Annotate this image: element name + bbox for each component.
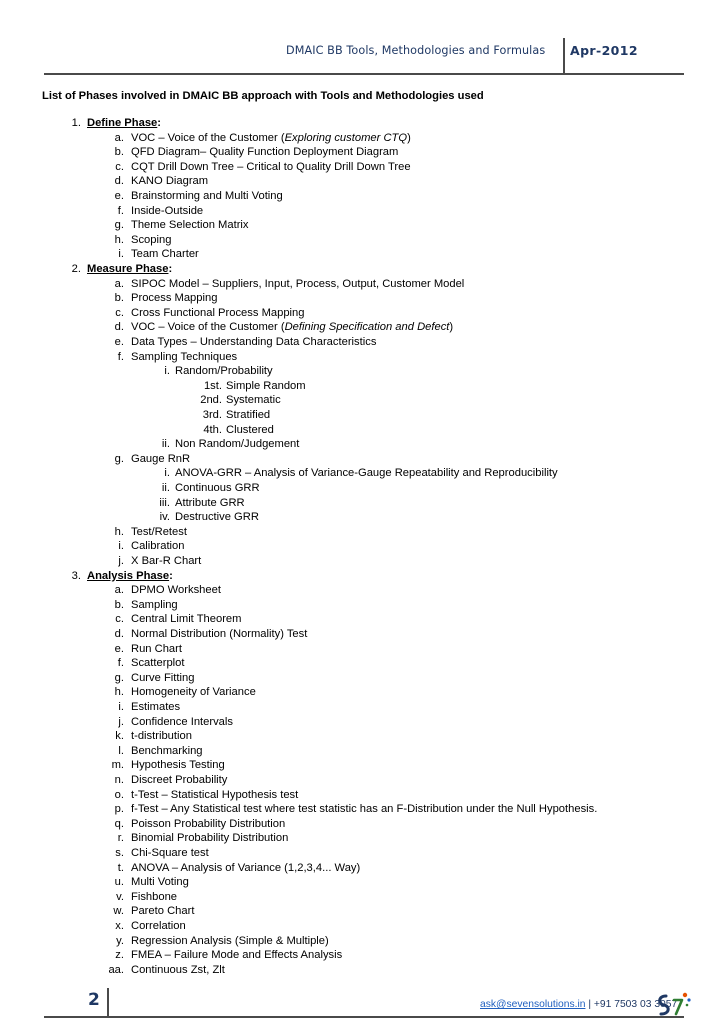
list-marker: e. [114,642,124,655]
list-item-text [226,423,274,438]
list-item-text [131,861,360,876]
item-label: CQT Drill Down Tree – Critical to Quality Drill Down Tree [131,160,411,173]
list-item [0,408,728,423]
list-item-text [226,393,281,408]
item-label: Scoping [131,233,172,246]
list-item [0,320,728,335]
list-item-text [131,218,249,233]
list-marker: a. [114,584,124,597]
item-label: Continuous GRR [175,482,260,494]
list-item-text [131,320,453,335]
list-item [0,744,728,759]
item-label: Stratified [226,409,271,421]
phase-heading [87,262,172,277]
list-marker: g. [114,671,124,684]
list-item [0,247,728,262]
item-label: Correlation [131,920,186,932]
list-item-text [131,700,180,715]
list-item-text [131,642,182,657]
list-item-text [131,802,597,817]
list-item [0,525,728,540]
item-label: Random/Probability [175,365,273,378]
list-item [0,758,728,773]
list-item-text [131,598,178,613]
list-marker: 3rd. [202,409,222,421]
list-marker: d. [114,175,124,188]
list-item-text [131,904,194,919]
list-item-text [131,656,184,671]
list-marker: d. [114,321,124,334]
seven-solutions-logo-icon [652,990,692,1018]
contact-email-link[interactable]: ask@sevensolutions.in [480,999,586,1010]
list-item [0,875,728,890]
item-label: Binomial Probability Distribution [131,832,289,845]
document-date: Apr-2012 [570,43,638,58]
list-marker: h. [114,525,124,538]
list-item-text [131,277,464,292]
list-item-text [226,379,306,394]
list-marker: 1. [71,117,81,129]
item-label: Data Types – Understanding Data Characteristics [131,336,377,348]
item-label: Non Random/Judgement [175,438,300,451]
list-item-text [131,452,190,467]
list-item [0,452,728,467]
item-label: Inside-Outside [131,204,204,217]
list-marker: 1st. [203,379,222,392]
item-label: Theme Selection Matrix [131,219,249,232]
footer-rule [44,1016,684,1018]
list-item [0,481,728,496]
page-number: 2 [88,990,100,1010]
list-marker: n. [114,774,124,786]
item-label: Gauge RnR [131,452,191,465]
list-marker: w. [113,905,124,918]
list-item [0,145,728,160]
list-item-text [131,525,187,540]
list-marker: g. [114,219,124,232]
list-item [0,423,728,438]
list-item-text [131,758,225,773]
phase-colon: : [168,263,173,275]
item-label: Attribute GRR [175,496,245,509]
list-marker: k. [115,730,124,743]
list-marker: 2. [71,263,81,275]
list-item [0,934,728,949]
item-label: Scatterplot [131,657,185,670]
phase-title: Define Phase [87,117,158,129]
list-item [0,598,728,613]
list-marker: i. [118,701,124,713]
list-item [0,817,728,832]
list-marker: q. [114,817,124,830]
list-marker: h. [114,686,124,699]
list-marker: 2nd. [200,394,222,407]
list-marker: ii. [161,438,170,451]
item-label: Cross Functional Process Mapping [131,306,305,319]
phase-heading [87,569,173,584]
list-item-text [131,846,209,861]
list-item-text [131,744,203,759]
list-marker: j. [118,715,124,728]
list-item-text [131,291,217,306]
list-item [0,627,728,642]
list-item [0,277,728,292]
list-item [0,204,728,219]
list-item-text [131,627,307,642]
list-marker: 3. [71,569,81,582]
item-label: VOC – Voice of the Customer ( [131,131,285,144]
list-item [0,160,728,175]
header-rule [44,73,684,75]
list-marker: c. [115,306,124,319]
phase-heading [87,116,161,131]
list-item-text [226,408,270,423]
list-item [0,218,728,233]
item-label: DPMO Worksheet [131,584,221,597]
list-item-text [131,306,304,321]
list-item-text [131,131,411,146]
list-item-text [175,496,245,511]
item-label: FMEA – Failure Mode and Effects Analysis [131,949,343,962]
list-item-text [131,963,225,978]
list-item-text [131,204,203,219]
footer-separator [107,988,109,1016]
item-label: Confidence Intervals [131,715,233,728]
list-item-text [175,437,299,452]
phase-item [0,116,728,131]
item-label: Multi Voting [131,876,189,889]
list-item [0,890,728,905]
list-marker: aa. [108,963,124,976]
list-item-text [131,247,199,262]
phase-title: Measure Phase [87,263,169,275]
list-marker: p. [114,803,124,816]
list-marker: f. [117,350,124,363]
list-item [0,656,728,671]
list-marker: i. [164,467,170,480]
list-item-text [131,145,398,160]
list-item [0,496,728,511]
list-marker: b. [114,292,124,305]
list-marker: m. [111,759,124,772]
list-item [0,802,728,817]
list-marker: f. [117,657,124,670]
list-item [0,773,728,788]
list-item [0,729,728,744]
item-label: Hypothesis Testing [131,759,225,772]
item-label: Regression Analysis (Simple & Multiple) [131,934,329,947]
list-marker: o. [114,788,124,801]
item-label: Poisson Probability Distribution [131,817,286,830]
list-marker: i. [118,248,124,261]
list-item-text [131,715,233,730]
list-item [0,306,728,321]
item-label: Brainstorming and Multi Voting [131,190,283,202]
phase-colon: : [169,569,173,582]
item-label: Homogeneity of Variance [131,686,256,699]
list-item-text [131,335,376,350]
list-item-text [131,890,177,905]
list-marker: l. [118,744,124,757]
item-label: Central Limit Theorem [131,613,242,626]
list-item-text [131,671,194,686]
list-item-text [131,875,189,890]
list-item [0,174,728,189]
list-item-text [131,685,256,700]
list-item [0,642,728,657]
item-label: VOC – Voice of the Customer ( [131,321,285,334]
document-title: DMAIC BB Tools, Methodologies and Formulas [286,44,546,57]
list-item-text [131,554,201,569]
list-item [0,583,728,598]
item-label: t-Test – Statistical Hypothesis test [131,788,299,801]
list-item-text [131,583,221,598]
list-marker: s. [115,847,124,859]
item-label: KANO Diagram [131,175,209,188]
item-closing: ) [449,321,454,334]
item-label: Clustered [226,423,274,436]
list-item [0,904,728,919]
list-marker: r. [117,832,124,845]
list-item-text [131,934,329,949]
list-item [0,831,728,846]
list-item-text [131,350,237,365]
item-emphasis: Defining Specification and Defect [284,321,450,334]
list-marker: a. [114,277,124,290]
list-marker: i. [118,540,124,553]
list-marker: b. [114,146,124,159]
list-item [0,233,728,248]
list-item [0,393,728,408]
item-label: Normal Distribution (Normality) Test [131,628,308,640]
list-item [0,919,728,934]
item-label: SIPOC Model – Suppliers, Input, Process, Output, Customer Model [131,277,465,290]
list-item [0,335,728,350]
list-item-text [131,919,186,934]
list-item [0,189,728,204]
item-label: Sampling [131,598,178,611]
item-label: Calibration [131,540,185,553]
list-marker: iv. [159,511,170,524]
item-label: Benchmarking [131,744,203,757]
item-label: f-Test – Any Statistical test where test statistic has an F-Distribution under the Null Hypothesis. [131,803,598,816]
list-marker: h. [114,233,124,246]
contact-separator: | [588,999,592,1010]
list-item [0,350,728,365]
item-label: Curve Fitting [131,671,195,684]
item-label: QFD Diagram– Quality Function Deployment Diagram [131,146,399,159]
list-marker: ii. [161,482,170,494]
item-label: Process Mapping [131,292,218,305]
list-item [0,612,728,627]
item-label: Chi-Square test [131,847,209,859]
list-marker: e. [114,336,124,348]
list-item-text [131,948,342,963]
list-marker: 4th. [203,423,222,436]
list-item [0,788,728,803]
list-item-text [131,729,192,744]
item-label: Systematic [226,394,281,407]
item-label: Continuous Zst, Zlt [131,963,225,976]
item-label: Simple Random [226,379,306,392]
list-item [0,861,728,876]
footer-contact [480,999,677,1010]
item-closing: ) [407,131,411,144]
list-marker: a. [114,131,124,144]
list-marker: u. [114,876,124,889]
list-item-text [131,773,227,788]
list-item-text [131,189,283,204]
list-item-text [131,831,288,846]
list-item-text [131,160,411,175]
list-marker: i. [164,365,170,378]
phase-item [0,262,728,277]
item-emphasis: Exploring customer CTQ [284,131,408,144]
list-marker: g. [114,452,124,465]
item-label: Test/Retest [131,525,187,538]
list-item [0,131,728,146]
list-item [0,437,728,452]
item-label: Run Chart [131,642,182,655]
list-item [0,364,728,379]
list-marker: d. [114,628,124,640]
list-marker: e. [114,190,124,202]
list-item-text [131,174,208,189]
item-label: Discreet Probability [131,774,228,786]
page-heading: List of Phases involved in DMAIC BB approach with Tools and Methodologies used [42,90,484,102]
item-label: Destructive GRR [175,511,259,524]
list-marker: z. [115,949,124,962]
list-item [0,510,728,525]
list-item [0,539,728,554]
list-item [0,466,728,481]
list-item [0,554,728,569]
list-marker: t. [117,861,124,874]
list-item-text [131,539,184,554]
list-marker: b. [114,598,124,611]
list-item [0,379,728,394]
list-item-text [175,481,260,496]
list-marker: f. [117,204,124,217]
list-marker: c. [115,160,124,173]
header-separator [563,38,565,74]
list-item-text [131,788,298,803]
list-item-text [175,466,558,481]
phase-colon: : [157,117,161,129]
item-label: t-distribution [131,730,192,743]
list-item [0,948,728,963]
list-marker: v. [116,890,124,903]
list-marker: y. [116,934,124,947]
list-item [0,700,728,715]
item-label: Pareto Chart [131,905,195,918]
item-label: Sampling Techniques [131,350,238,363]
list-marker: iii. [159,496,170,509]
item-label: ANOVA – Analysis of Variance (1,2,3,4... Way) [131,861,361,874]
list-marker: j. [118,555,124,567]
contact-phone: +91 7503 03 3057 [593,999,678,1010]
item-label: Team Charter [131,248,199,261]
item-label: X Bar-R Chart [131,555,202,567]
list-marker: c. [115,613,124,626]
list-marker: x. [115,920,124,932]
item-label: Estimates [131,701,181,713]
list-item [0,291,728,306]
item-label: Fishbone [131,890,178,903]
list-item-text [131,612,241,627]
list-item [0,685,728,700]
phase-item [0,569,728,584]
list-item [0,715,728,730]
list-item [0,846,728,861]
item-label: ANOVA-GRR – Analysis of Variance-Gauge Repeatability and Reproducibility [175,467,558,480]
list-item-text [175,510,259,525]
list-item-text [131,817,285,832]
list-item-text [131,233,171,248]
list-item [0,671,728,686]
list-item [0,963,728,978]
phase-title: Analysis Phase [87,569,170,582]
list-item-text [175,364,273,379]
